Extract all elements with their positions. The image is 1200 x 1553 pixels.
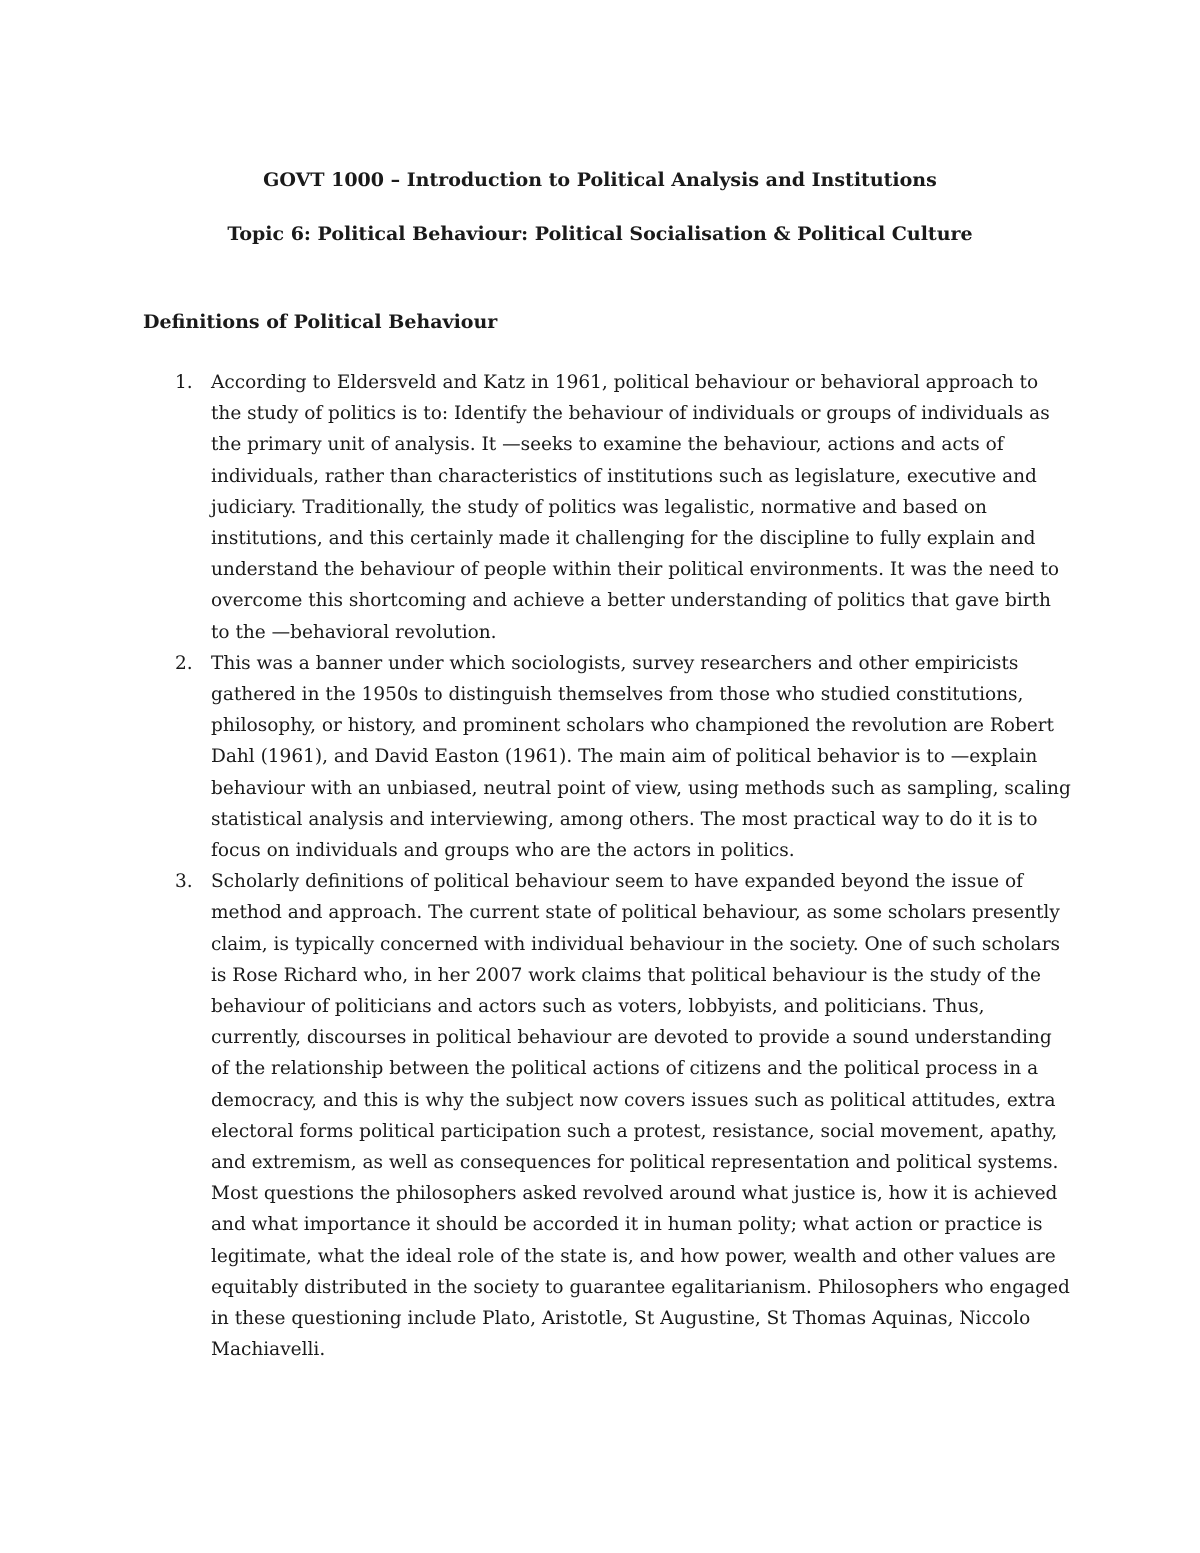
list-item [0, 648, 1200, 866]
definitions-list [0, 367, 1200, 1366]
list-item-text: According to Eldersveld and Katz in 1961, political behaviour or behavioral approach to the study of politics is to: Identify the behaviour of individuals or groups of individuals as the primary unit of analysis. It —seeks to examine the behaviour, actions and acts of individuals, rather than characteristics of institutions such as legislature, executive and judiciary. Traditionally, the study of politics was legalistic, normative and based on institutions, and this certainly made it challenging for the discipline to fully explain and understand the behaviour of people within their political environments. It was the need to overcome this shortcoming and achieve a better understanding of politics that gave birth to the —behavioral revolution. [211, 372, 1059, 643]
topic-title: Topic 6: Political Behaviour: Political Socialisation & Political Culture [227, 223, 973, 245]
section-heading: Definitions of Political Behaviour [143, 311, 498, 333]
list-item-number: 3. [175, 871, 193, 893]
list-item-number: 2. [175, 652, 193, 674]
list-item [0, 367, 1200, 648]
list-item [0, 866, 1200, 1365]
list-item-text: Scholarly definitions of political behaviour seem to have expanded beyond the issue of method and approach. The current state of political behaviour, as some scholars presently claim, is typically concerned with individual behaviour in the society. One of such scholars is Rose Richard who, in her 2007 work claims that political behaviour is the study of the behaviour of politicians and actors such as voters, lobbyists, and politicians. Thus, currently, discourses in political behaviour are devoted to provide a sound understanding of the relationship between the political actions of citizens and the political process in a democracy, and this is why the subject now covers issues such as political attitudes, extra electoral forms political participation such a protest, resistance, social movement, apathy, and extremism, as well as consequences for political representation and political systems. Most questions the philosophers asked revolved around what justice is, how it is achieved and what importance it should be accorded it in human polity; what action or practice is legitimate, what the ideal role of the state is, and how power, wealth and other values are equitably distributed in the society to guarantee egalitarianism. Philosophers who engaged in these questioning include Plato, Aristotle, St Augustine, St Thomas Aquinas, Niccolo Machiavelli. [211, 871, 1070, 1361]
list-item-text: This was a banner under which sociologists, survey researchers and other empiricists gathered in the 1950s to distinguish themselves from those who studied constitutions, philosophy, or history, and prominent scholars who championed the revolution are Robert Dahl (1961), and David Easton (1961). The main aim of political behavior is to —explain behaviour with an unbiased, neutral point of view, using methods such as sampling, scaling statistical analysis and interviewing, among others. The most practical way to do it is to focus on individuals and groups who are the actors in politics. [211, 652, 1071, 862]
course-title: GOVT 1000 – Introduction to Political Analysis and Institutions [263, 169, 937, 191]
list-item-number: 1. [175, 372, 193, 393]
